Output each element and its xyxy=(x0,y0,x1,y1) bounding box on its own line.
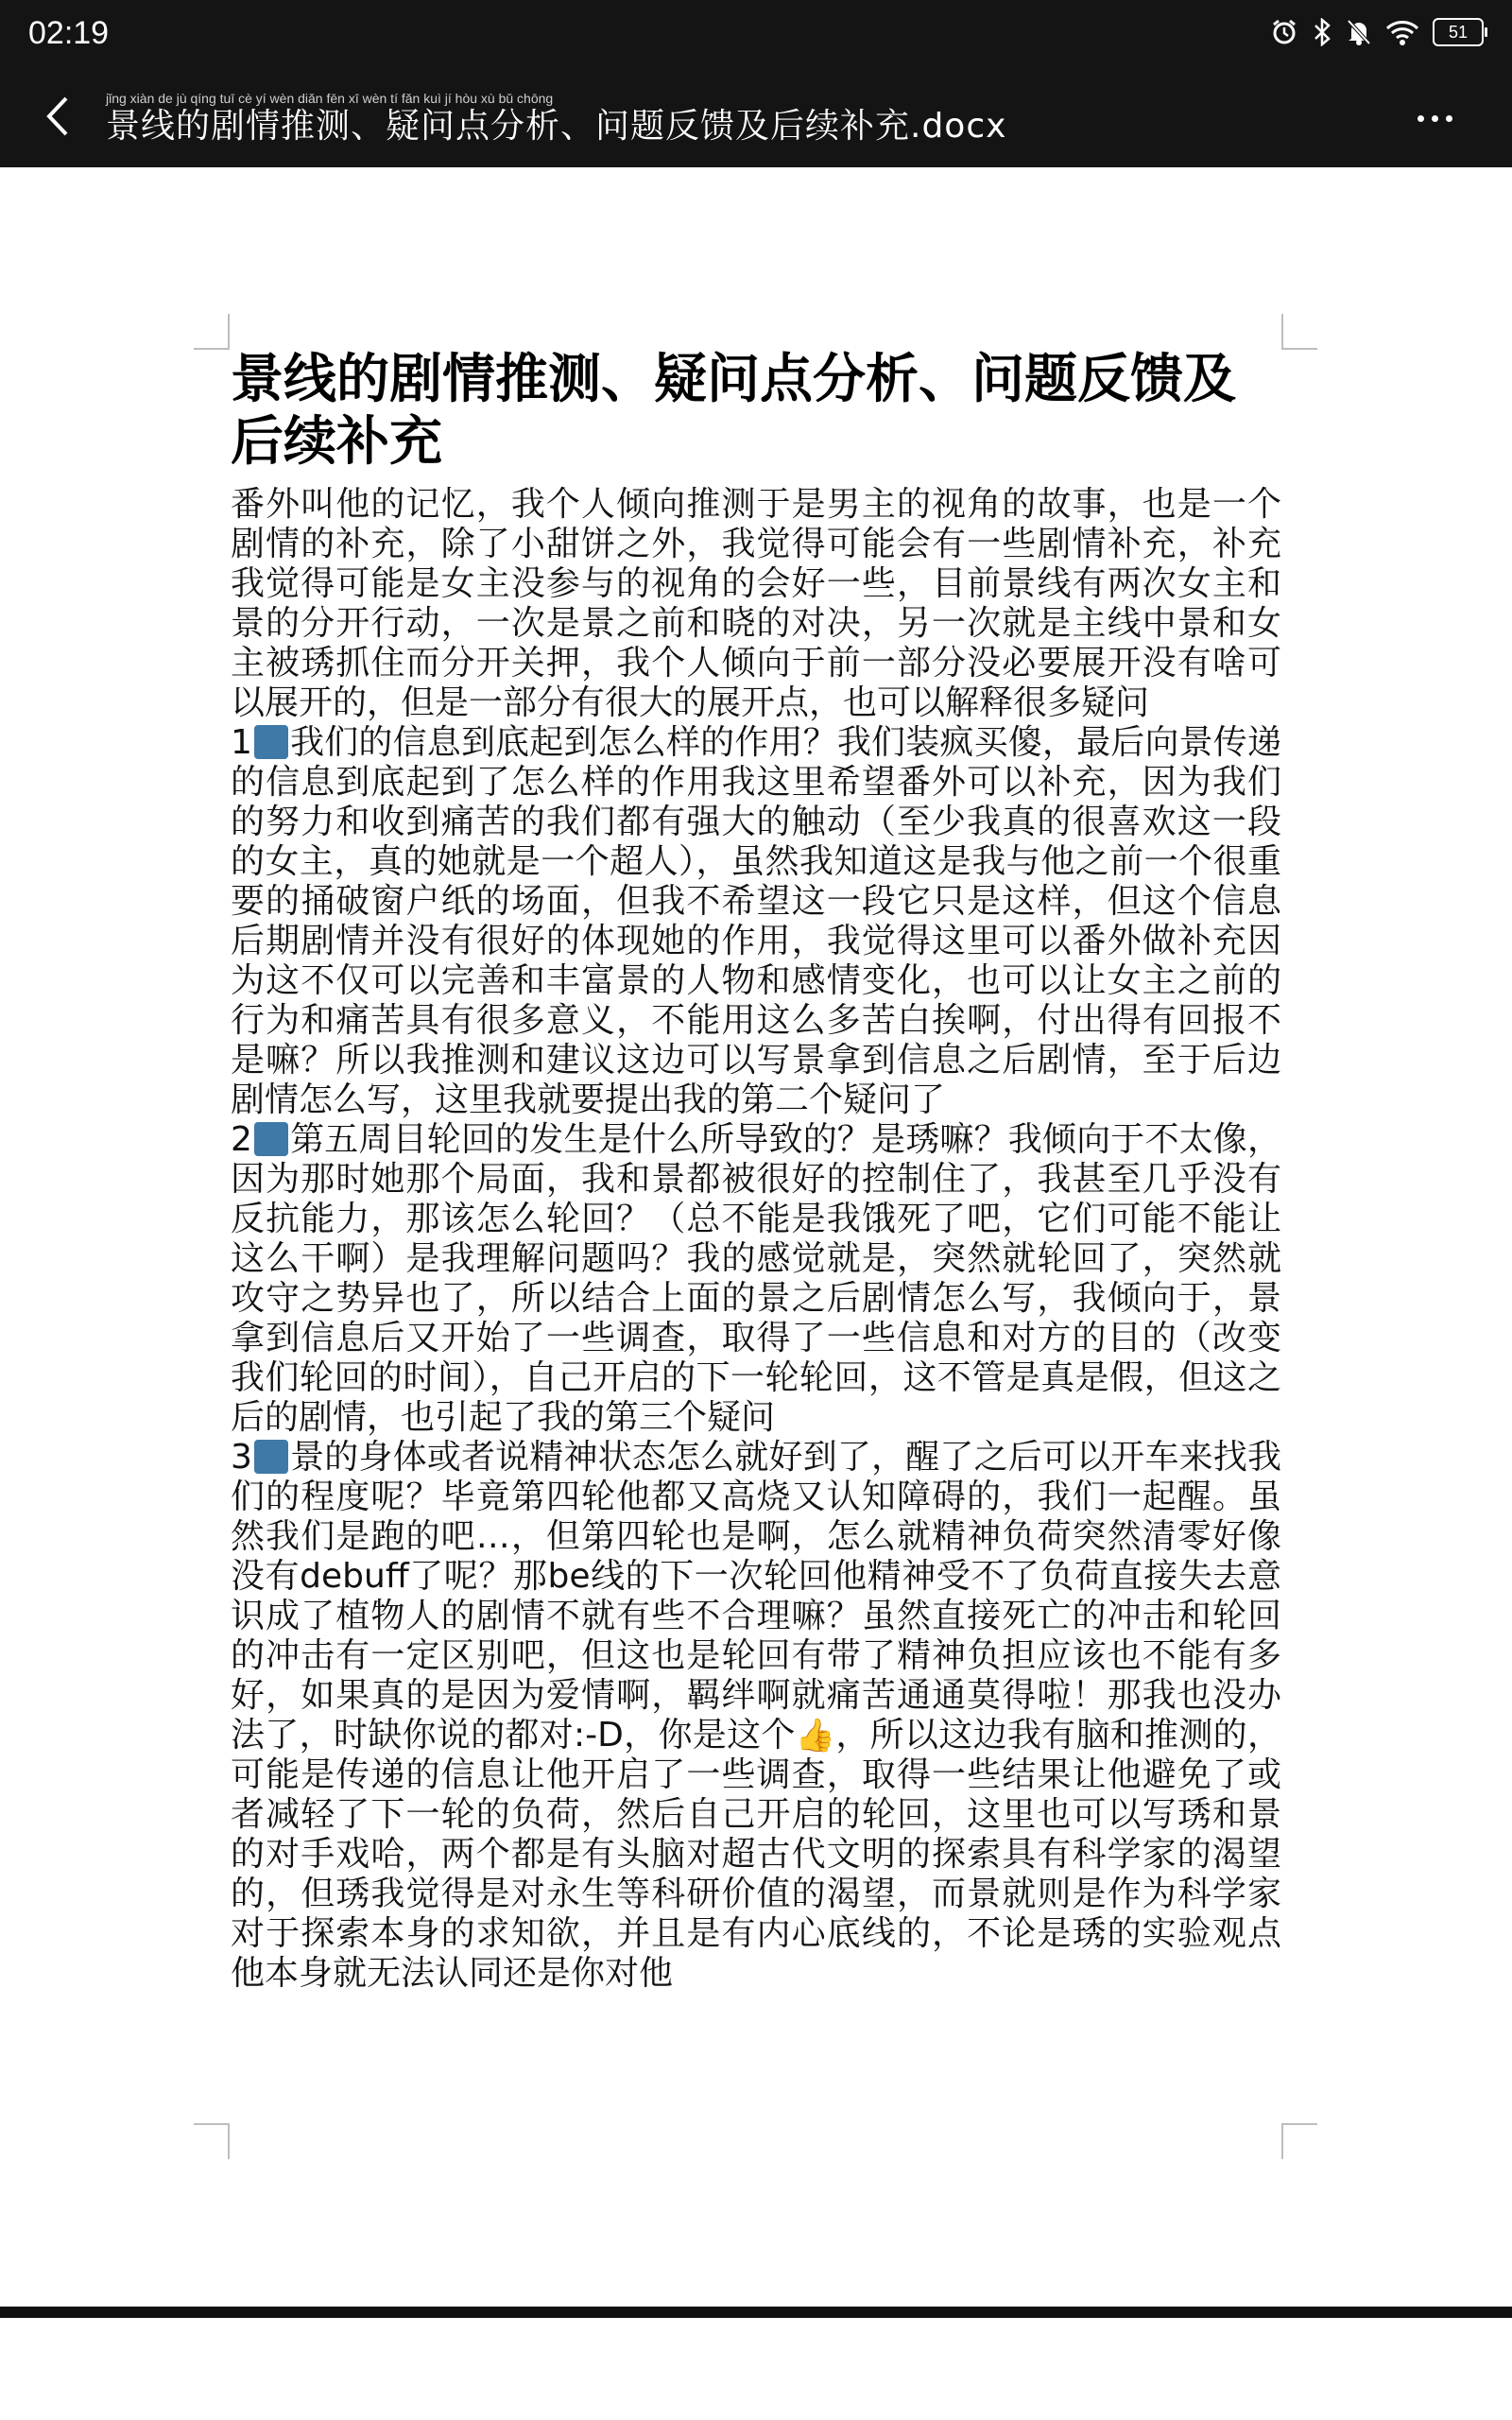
square-emoji-icon xyxy=(254,725,288,759)
question-text: 我们的信息到底起到怎么样的作用？我们装疯买傻，最后向景传递的信息到底起到了怎么样的作用我这里希望番外可以补充，因为我们的努力和收到痛苦的我们都有强大的触动（至少我真的很喜欢这一段的女主，真的她就是一个超人），虽然我知道这是我与他之前一个很重要的捅破窗户纸的场面，但我不希望这一段它只是这样，但这个信息后期剧情并没有很好的体现她的作用，我觉得这里可以番外做补充因为这不仅可以完善和丰富景的人物和感情变化，也可以让女主之前的行为和痛苦具有很多意义，不能用这么多苦白挨啊，付出得有回报不是嘛？所以我推测和建议这边可以写景拿到信息之后剧情，至于后边剧情怎么写，这里我就要提出我的第二个疑问了 xyxy=(231,723,1281,1119)
document-page[interactable] xyxy=(0,167,1512,2307)
top-app-bar xyxy=(0,0,1512,167)
wifi-icon xyxy=(1385,18,1419,46)
question-text-continued: ，所以这边我有脑和推测的，可能是传递的信息让他开启了一些调查，取得一些结果让他避免了或者减轻了下一轮的负荷，然后自己开启的轮回，这里也可以写琇和景的对手戏哈，两个都是有头脑对超古代文明的探索具有科学家的渴望的，但琇我觉得是对永生等科研价值的渴望，而景就则是作为科学家对于探索本身的求知欲，并且是有内心底线的，不论是琇的实验观点他本身就无法认同还是你对他 xyxy=(231,1716,1281,1993)
question-number: 3 xyxy=(231,1438,252,1477)
more-options-button[interactable] xyxy=(1418,104,1465,132)
question-number: 1 xyxy=(231,723,252,762)
battery-icon: 51 xyxy=(1433,18,1484,46)
more-dot xyxy=(1446,115,1452,122)
square-emoji-icon xyxy=(254,1122,288,1156)
page-corner-marker xyxy=(1281,314,1317,350)
page-corner-marker xyxy=(194,2123,230,2159)
mute-bell-icon xyxy=(1346,18,1372,46)
question-3-paragraph xyxy=(231,1438,1281,1994)
question-1-paragraph xyxy=(231,723,1281,1120)
document-heading: 景线的剧情推测、疑问点分析、问题反馈及后续补充 xyxy=(231,349,1236,473)
question-text: 景的身体或者说精神状态怎么就好到了，醒了之后可以开车来找我们的程度呢？毕竟第四轮他都又高烧又认知障碍的，我们一起醒。虽然我们是跑的吧…，但第四轮也是啊，怎么就精神负荷突然清零好像没有debuff了呢？那be线的下一次轮回他精神受不了负荷直接失去意识成了植物人的剧情不就有些不合理嘛？虽然直接死亡的冲击和轮回的冲击有一定区别吧，但这也是轮回有带了精神负担应该也不能有多好，如果真的是因为爱情啊，羁绊啊就痛苦通通莫得啦！那我也没办法了，时缺你说的都对:-D，你是这个 xyxy=(231,1438,1281,1754)
question-text: 第五周目轮回的发生是什么所导致的？是琇嘛？我倾向于不太像，因为那时她那个局面，我和景都被很好的控制住了，我甚至几乎没有反抗能力，那该怎么轮回？（总不能是我饿死了吧，它们可能不能让这么干啊）是我理解问题吗？我的感觉就是，突然就轮回了，突然就攻守之势异也了，所以结合上面的景之后剧情怎么写，我倾向于，景拿到信息后又开始了一些调查，取得了一些信息和对方的目的（改变我们轮回的时间），自己开启的下一轮轮回，这不管是真是假，但这之后的剧情，也引起了我的第三个疑问 xyxy=(231,1120,1281,1437)
status-icons xyxy=(1270,13,1484,51)
square-emoji-icon xyxy=(254,1440,288,1474)
alarm-icon xyxy=(1270,18,1298,46)
status-time: 02:19 xyxy=(28,15,110,51)
question-number: 2 xyxy=(231,1120,252,1159)
bluetooth-icon xyxy=(1312,18,1332,46)
title-pinyin: jǐng xiàn de jù qíng tuī cè yí wèn diǎn fēn xī wèn tí fǎn kuì jí hòu xù bǔ chōng xyxy=(106,91,554,106)
thumbs-up-icon: 👍 xyxy=(795,1717,836,1754)
more-dot xyxy=(1418,115,1424,122)
intro-paragraph: 番外叫他的记忆，我个人倾向推测于是男主的视角的故事，也是一个剧情的补充，除了小甜饼之外，我觉得可能会有一些剧情补充，补充我觉得可能是女主没参与的视角的会好一些，目前景线有两次女主和景的分开行动，一次是景之前和晓的对决，另一次就是主线中景和女主被琇抓住而分开关押，我个人倾向于前一部分没必要展开没有啥可以展开的，但是一部分有很大的展开点，也可以解释很多疑问 xyxy=(231,485,1281,722)
question-2-paragraph xyxy=(231,1120,1281,1438)
document-title: 景线的剧情推测、疑问点分析、问题反馈及后续补充.docx xyxy=(106,107,1007,146)
document-content xyxy=(231,349,1281,1994)
back-button[interactable] xyxy=(40,93,77,140)
page-corner-marker xyxy=(194,314,230,350)
bottom-divider xyxy=(0,2307,1512,2318)
page-corner-marker xyxy=(1281,2123,1317,2159)
more-dot xyxy=(1432,115,1438,122)
